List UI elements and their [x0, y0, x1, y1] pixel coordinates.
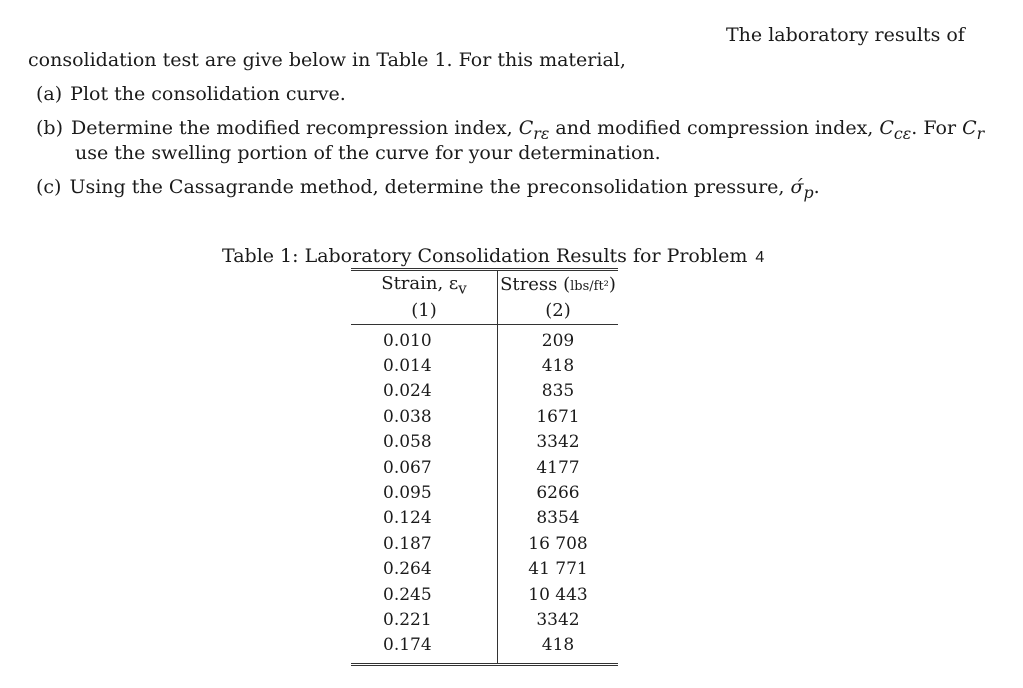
- symbol-c-r: $C_r$: [962, 117, 985, 143]
- strain-cell: 0.038: [351, 405, 498, 430]
- stress-cell: 3342: [536, 432, 580, 453]
- table-row: [351, 633, 618, 664]
- question-c-label: (c): [36, 176, 62, 198]
- question-b-continuation: use the swelling portion of the curve for your determination.: [75, 142, 661, 164]
- question-b-label: (b): [36, 117, 63, 139]
- stress-cell: 209: [541, 330, 575, 351]
- column-number-1: (1): [351, 300, 498, 325]
- column-header-strain: Strain, $\varepsilon_v$: [351, 270, 498, 300]
- symbol-sigma-p: $\sigmá_p$: [790, 176, 814, 202]
- stress-cell: 4177: [536, 457, 580, 478]
- symbol-c-ce: $C_{c\varepsilon}$: [879, 117, 912, 143]
- table-row: [351, 608, 618, 633]
- strain-cell: 0.014: [351, 354, 498, 379]
- stress-cell: 8354: [536, 508, 580, 529]
- table-row: [351, 583, 618, 608]
- table-row: [351, 481, 618, 506]
- question-a-label: (a): [36, 83, 63, 105]
- stress-cell: 418: [541, 356, 575, 376]
- stress-cell: 41 771: [528, 559, 588, 580]
- stress-cell: 1671: [536, 406, 580, 427]
- question-a: [36, 83, 346, 105]
- table-caption: Table 1: Laboratory Consolidation Results for Problem 4: [222, 245, 765, 267]
- question-a-text: Plot the consolidation curve.: [70, 83, 346, 105]
- table-row: [351, 405, 618, 430]
- table-row: [351, 379, 618, 404]
- strain-cell: 0.187: [351, 532, 498, 557]
- stress-cell: 835: [541, 381, 575, 402]
- strain-cell: 0.221: [351, 608, 498, 633]
- table-row: [351, 430, 618, 455]
- table-row: [351, 557, 618, 582]
- strain-cell: 0.095: [351, 481, 498, 506]
- intro-text: consolidation test are give below in Table 1. For this material,: [28, 49, 626, 71]
- table-row: [351, 324, 618, 354]
- strain-cell: 0.245: [351, 583, 498, 608]
- strain-cell: 0.058: [351, 430, 498, 455]
- column-number-2: (2): [498, 300, 619, 325]
- problem-number: 4: [755, 249, 765, 266]
- stress-cell: 16 708: [528, 533, 588, 554]
- table-row: [351, 456, 618, 481]
- symbol-c-re: $C_{r\varepsilon}$: [518, 117, 550, 143]
- strain-cell: 0.264: [351, 557, 498, 582]
- strain-cell: 0.124: [351, 506, 498, 531]
- stress-cell: 3342: [536, 610, 580, 631]
- table-row: [351, 354, 618, 379]
- results-table: [351, 268, 618, 666]
- strain-cell: 0.067: [351, 456, 498, 481]
- strain-cell: 0.010: [351, 324, 498, 354]
- column-header-stress: Stress (lbs/ft²): [498, 270, 619, 300]
- stress-cell: 10 443: [528, 584, 588, 605]
- intro-text-tail: The laboratory results of: [726, 24, 965, 46]
- stress-cell: 418: [498, 633, 619, 664]
- strain-cell: 0.174: [351, 633, 498, 664]
- question-b-text-mid2: . For: [911, 117, 963, 139]
- table-row: [351, 532, 618, 557]
- question-c-text: Using the Cassagrande method, determine the preconsolidation pressure,: [69, 176, 791, 198]
- strain-cell: 0.024: [351, 379, 498, 404]
- question-b: [36, 117, 984, 143]
- question-c: (c) Using the Cassagrande method, determine the preconsolidation pressure, $\sigmá_p$.: [36, 176, 820, 202]
- question-b-text-pre: Determine the modified recompression index,: [71, 117, 519, 139]
- question-b-text-mid: and modified compression index,: [549, 117, 880, 139]
- stress-cell: 6266: [536, 483, 580, 504]
- table-row: [351, 506, 618, 531]
